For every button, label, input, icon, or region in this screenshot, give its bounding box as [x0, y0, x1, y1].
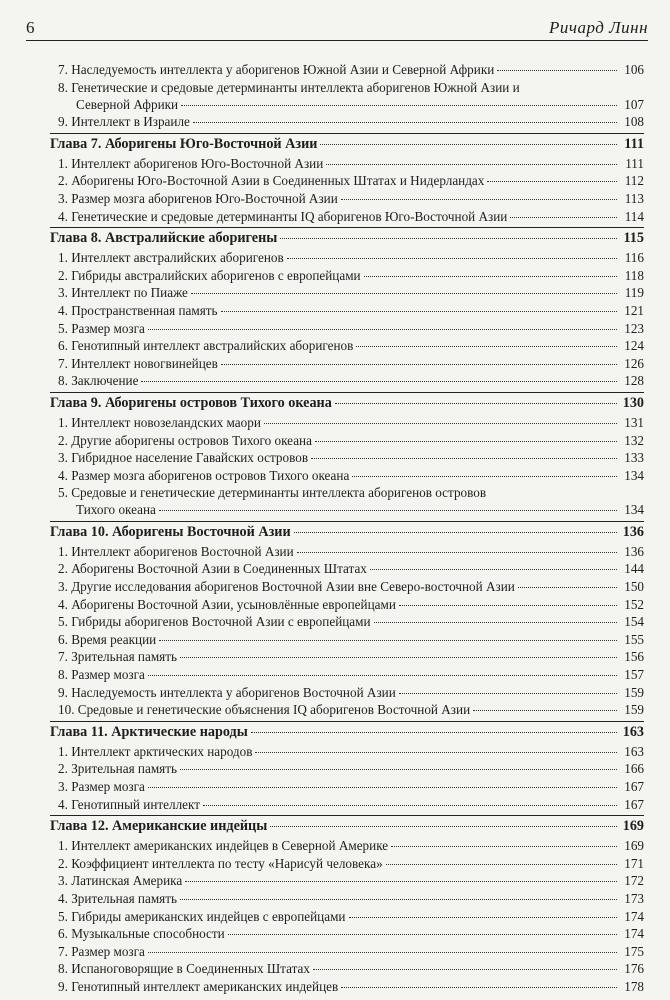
toc-entry [50, 578, 644, 596]
dot-leader [280, 237, 617, 239]
entry-title: 10. Средовые и генетические объяснения IQ аборигенов Восточной Азии [58, 702, 471, 718]
entry-page-number: 144 [624, 561, 644, 577]
toc-chapter-heading [50, 721, 644, 743]
dot-leader [370, 568, 617, 570]
toc-entry [50, 648, 644, 666]
entry-page-number: 130 [622, 394, 644, 411]
entry-title: 3. Другие исследования аборигенов Восточной Азии вне Северо-восточной Азии [58, 579, 515, 595]
entry-page-number: 157 [624, 667, 644, 683]
dot-leader [326, 163, 617, 165]
entry-title: Северной Африки [76, 96, 179, 112]
dot-leader [159, 639, 617, 641]
dot-leader [374, 621, 617, 623]
dot-leader [518, 586, 617, 588]
entry-page-number: 114 [624, 208, 644, 224]
entry-page-number: 134 [624, 502, 644, 518]
entry-page-number: 155 [624, 631, 644, 647]
dot-leader [341, 986, 617, 988]
toc-entry [50, 701, 644, 719]
dot-leader [180, 768, 617, 770]
toc-entry [50, 61, 644, 79]
toc-entry [50, 155, 644, 173]
entry-page-number: 159 [624, 702, 644, 718]
entry-page-number: 174 [624, 926, 644, 942]
dot-leader [148, 786, 617, 788]
dot-leader [287, 257, 617, 259]
dot-leader [510, 216, 617, 218]
entry-title: 4. Аборигены Восточной Азии, усыновлённые европейцами [58, 596, 396, 612]
entry-page-number: 107 [624, 96, 644, 112]
toc-entry [50, 449, 644, 467]
entry-page-number: 118 [624, 267, 644, 283]
entry-title: 6. Время реакции [58, 631, 157, 647]
page-number: 6 [26, 18, 35, 37]
dot-leader [203, 804, 617, 806]
dot-leader [487, 180, 617, 182]
entry-page-number: 111 [624, 135, 644, 152]
toc-entry [50, 837, 644, 855]
entry-page-number: 173 [624, 890, 644, 906]
toc-entry [50, 208, 644, 226]
toc-entry [50, 631, 644, 649]
entry-title: 5. Размер мозга [58, 320, 145, 336]
toc-entry-continuation [50, 501, 644, 519]
dot-leader [473, 709, 617, 711]
entry-title: 4. Генетические и средовые детерминанты IQ аборигенов Юго-Восточной Азии [58, 208, 508, 224]
dot-leader [255, 751, 617, 753]
entry-title: 2. Аборигены Восточной Азии в Соединенных Штатах [58, 561, 367, 577]
dot-leader [335, 402, 617, 404]
entry-title: 2. Гибриды австралийских аборигенов с европейцами [58, 267, 361, 283]
entry-page-number: 156 [624, 649, 644, 665]
running-head [26, 14, 648, 41]
entry-page-number: 124 [624, 338, 644, 354]
toc-entry [50, 414, 644, 432]
entry-page-number: 121 [624, 302, 644, 318]
entry-page-number: 123 [624, 320, 644, 336]
entry-page-number: 152 [624, 596, 644, 612]
toc-entry [50, 79, 644, 96]
entry-page-number: 116 [624, 250, 644, 266]
entry-page-number: 163 [624, 743, 644, 759]
toc-entry-continuation [50, 96, 644, 114]
toc-chapter-heading [50, 392, 644, 414]
toc-entry [50, 925, 644, 943]
dot-leader [399, 692, 617, 694]
toc-entry [50, 432, 644, 450]
entry-title: 5. Гибриды аборигенов Восточной Азии с европейцами [58, 614, 371, 630]
toc-entry [50, 684, 644, 702]
entry-title: 9. Интеллект в Израиле [58, 114, 190, 130]
entry-page-number: 126 [624, 355, 644, 371]
entry-title: 5. Средовые и генетические детерминанты интеллекта аборигенов островов [58, 485, 487, 501]
dot-leader [193, 121, 617, 123]
dot-leader [148, 674, 617, 676]
entry-page-number: 150 [624, 579, 644, 595]
entry-title: 9. Генотипный интеллект американских индейцев [58, 978, 339, 994]
entry-page-number: 136 [624, 543, 644, 559]
entry-page-number: 119 [624, 285, 644, 301]
chapter-title: Глава 11. Арктические народы [50, 723, 248, 740]
entry-page-number: 167 [624, 779, 644, 794]
chapter-title: Глава 7. Аборигены Юго-Восточной Азии [50, 135, 318, 152]
toc-entry [50, 666, 644, 684]
dot-leader [159, 509, 617, 511]
dot-leader [191, 292, 617, 294]
dot-leader [185, 880, 617, 882]
toc-entry [50, 908, 644, 926]
entry-title: 8. Генетические и средовые детерминанты интеллекта аборигенов Южной Азии и [58, 79, 520, 95]
entry-title: Тихого океана [76, 502, 156, 518]
dot-leader [315, 440, 617, 442]
entry-page-number: 175 [624, 943, 644, 959]
dot-leader [294, 531, 617, 533]
entry-page-number: 163 [622, 723, 644, 740]
entry-title: 3. Латинская Америка [58, 873, 183, 889]
entry-page-number: 172 [624, 873, 644, 889]
toc-entry [50, 855, 644, 873]
toc-entry [50, 960, 644, 978]
entry-title: 1. Интеллект аборигенов Восточной Азии [58, 543, 294, 559]
entry-title: 4. Зрительная память [58, 890, 178, 906]
entry-page-number: 132 [624, 432, 644, 448]
chapter-title: Глава 8. Австралийские аборигены [50, 230, 278, 247]
dot-leader [349, 916, 618, 918]
toc-entry [50, 267, 644, 285]
entry-title: 7. Наследуемость интеллекта у аборигенов Южной Азии и Северной Африки [58, 62, 495, 77]
chapter-title: Глава 9. Аборигены островов Тихого океана [50, 394, 332, 411]
entry-page-number: 128 [624, 373, 644, 389]
entry-page-number: 108 [624, 114, 644, 130]
toc-entry [50, 760, 644, 778]
entry-page-number: 166 [624, 761, 644, 777]
toc-entry [50, 978, 644, 996]
toc-chapter-heading [50, 521, 644, 543]
dot-leader [364, 275, 617, 277]
dot-leader [356, 345, 617, 347]
entry-title: 7. Размер мозга [58, 943, 145, 959]
dot-leader [148, 328, 617, 330]
entry-title: 9. Наследуемость интеллекта у аборигенов Восточной Азии [58, 684, 396, 700]
toc-entry [50, 543, 644, 561]
entry-title: 7. Зрительная память [58, 649, 178, 665]
dot-leader [311, 457, 617, 459]
dot-leader [270, 825, 617, 827]
chapter-title: Глава 12. Американские индейцы [50, 818, 268, 835]
dot-leader [399, 604, 617, 606]
toc-entry [50, 796, 644, 814]
entry-title: 3. Размер мозга аборигенов Юго-Восточной Азии [58, 190, 338, 206]
toc-entry [50, 249, 644, 267]
entry-page-number: 159 [624, 684, 644, 700]
dot-leader [313, 968, 617, 970]
dot-leader [320, 143, 617, 145]
toc-entry [50, 284, 644, 302]
author-name: Ричард Линн [549, 18, 648, 37]
entry-title: 4. Генотипный интеллект [58, 796, 201, 812]
entry-title: 5. Гибриды американских индейцев с европейцами [58, 908, 346, 924]
dot-leader [221, 310, 617, 312]
entry-page-number: 167 [624, 796, 644, 812]
entry-title: 2. Коэффициент интеллекта по тесту «Нарисуй человека» [58, 855, 383, 871]
entry-page-number: 111 [625, 155, 644, 171]
entry-title: 1. Интеллект аборигенов Юго-Восточной Азии [58, 155, 324, 171]
dot-leader [264, 422, 617, 424]
entry-page-number: 174 [624, 908, 644, 924]
toc-entry [50, 943, 644, 961]
entry-title: 1. Интеллект австралийских аборигенов [58, 250, 284, 266]
entry-title: 8. Испаноговорящие в Соединенных Штатах [58, 961, 310, 977]
toc-entry [50, 302, 644, 320]
entry-page-number: 113 [624, 190, 644, 206]
toc-chapter-heading [50, 227, 644, 249]
entry-title: 1. Интеллект арктических народов [58, 743, 253, 759]
entry-title: 3. Гибридное население Гавайских островов [58, 450, 309, 466]
table-of-contents [50, 61, 644, 996]
entry-page-number: 131 [624, 414, 644, 430]
toc-chapter-heading [50, 133, 644, 155]
toc-entry [50, 743, 644, 761]
toc-entry [50, 872, 644, 890]
entry-page-number: 133 [624, 450, 644, 466]
toc-entry [50, 337, 644, 355]
toc-entry [50, 190, 644, 208]
dot-leader [181, 104, 617, 106]
dot-leader [141, 380, 617, 382]
toc-entry [50, 320, 644, 338]
dot-leader [497, 69, 617, 71]
entry-page-number: 106 [624, 62, 644, 77]
entry-title: 2. Аборигены Юго-Восточной Азии в Соединенных Штатах и Нидерландах [58, 173, 485, 189]
entry-page-number: 176 [624, 961, 644, 977]
dot-leader [148, 951, 617, 953]
toc-entry [50, 467, 644, 485]
entry-page-number: 178 [624, 978, 644, 994]
dot-leader [251, 731, 617, 733]
toc-entry [50, 113, 644, 131]
toc-entry [50, 778, 644, 796]
entry-page-number: 115 [623, 230, 644, 247]
dot-leader [341, 198, 617, 200]
entry-page-number: 134 [624, 467, 644, 483]
entry-page-number: 112 [624, 173, 644, 189]
dot-leader [386, 863, 617, 865]
entry-page-number: 169 [624, 838, 644, 854]
entry-title: 7. Интеллект новогвинейцев [58, 355, 218, 371]
toc-entry [50, 596, 644, 614]
entry-title: 8. Заключение [58, 373, 139, 389]
entry-title: 1. Интеллект американских индейцев в Северной Америке [58, 838, 389, 854]
dot-leader [228, 933, 617, 935]
toc-entry [50, 613, 644, 631]
entry-title: 4. Размер мозга аборигенов островов Тихого океана [58, 467, 350, 483]
dot-leader [180, 656, 617, 658]
entry-title: 2. Другие аборигены островов Тихого океана [58, 432, 312, 448]
entry-title: 4. Пространственная память [58, 302, 218, 318]
entry-title: 1. Интеллект новозеландских маори [58, 414, 261, 430]
toc-entry [50, 890, 644, 908]
dot-leader [297, 551, 617, 553]
dot-leader [391, 845, 617, 847]
entry-title: 6. Генотипный интеллект австралийских аборигенов [58, 338, 354, 354]
dot-leader [352, 475, 617, 477]
chapter-title: Глава 10. Аборигены Восточной Азии [50, 523, 291, 540]
toc-entry [50, 172, 644, 190]
entry-page-number: 171 [624, 855, 644, 871]
toc-chapter-heading [50, 815, 644, 837]
entry-page-number: 154 [624, 614, 644, 630]
entry-title: 3. Размер мозга [58, 779, 145, 794]
dot-leader [180, 898, 617, 900]
entry-page-number: 136 [622, 523, 644, 540]
entry-title: 2. Зрительная память [58, 761, 178, 777]
toc-entry [50, 560, 644, 578]
entry-title: 6. Музыкальные способности [58, 926, 225, 942]
entry-page-number: 169 [622, 818, 644, 835]
entry-title: 3. Интеллект по Пиаже [58, 285, 188, 301]
dot-leader [221, 363, 617, 365]
toc-entry [50, 355, 644, 373]
entry-title: 8. Размер мозга [58, 667, 145, 683]
toc-entry [50, 484, 644, 501]
toc-entry [50, 372, 644, 390]
